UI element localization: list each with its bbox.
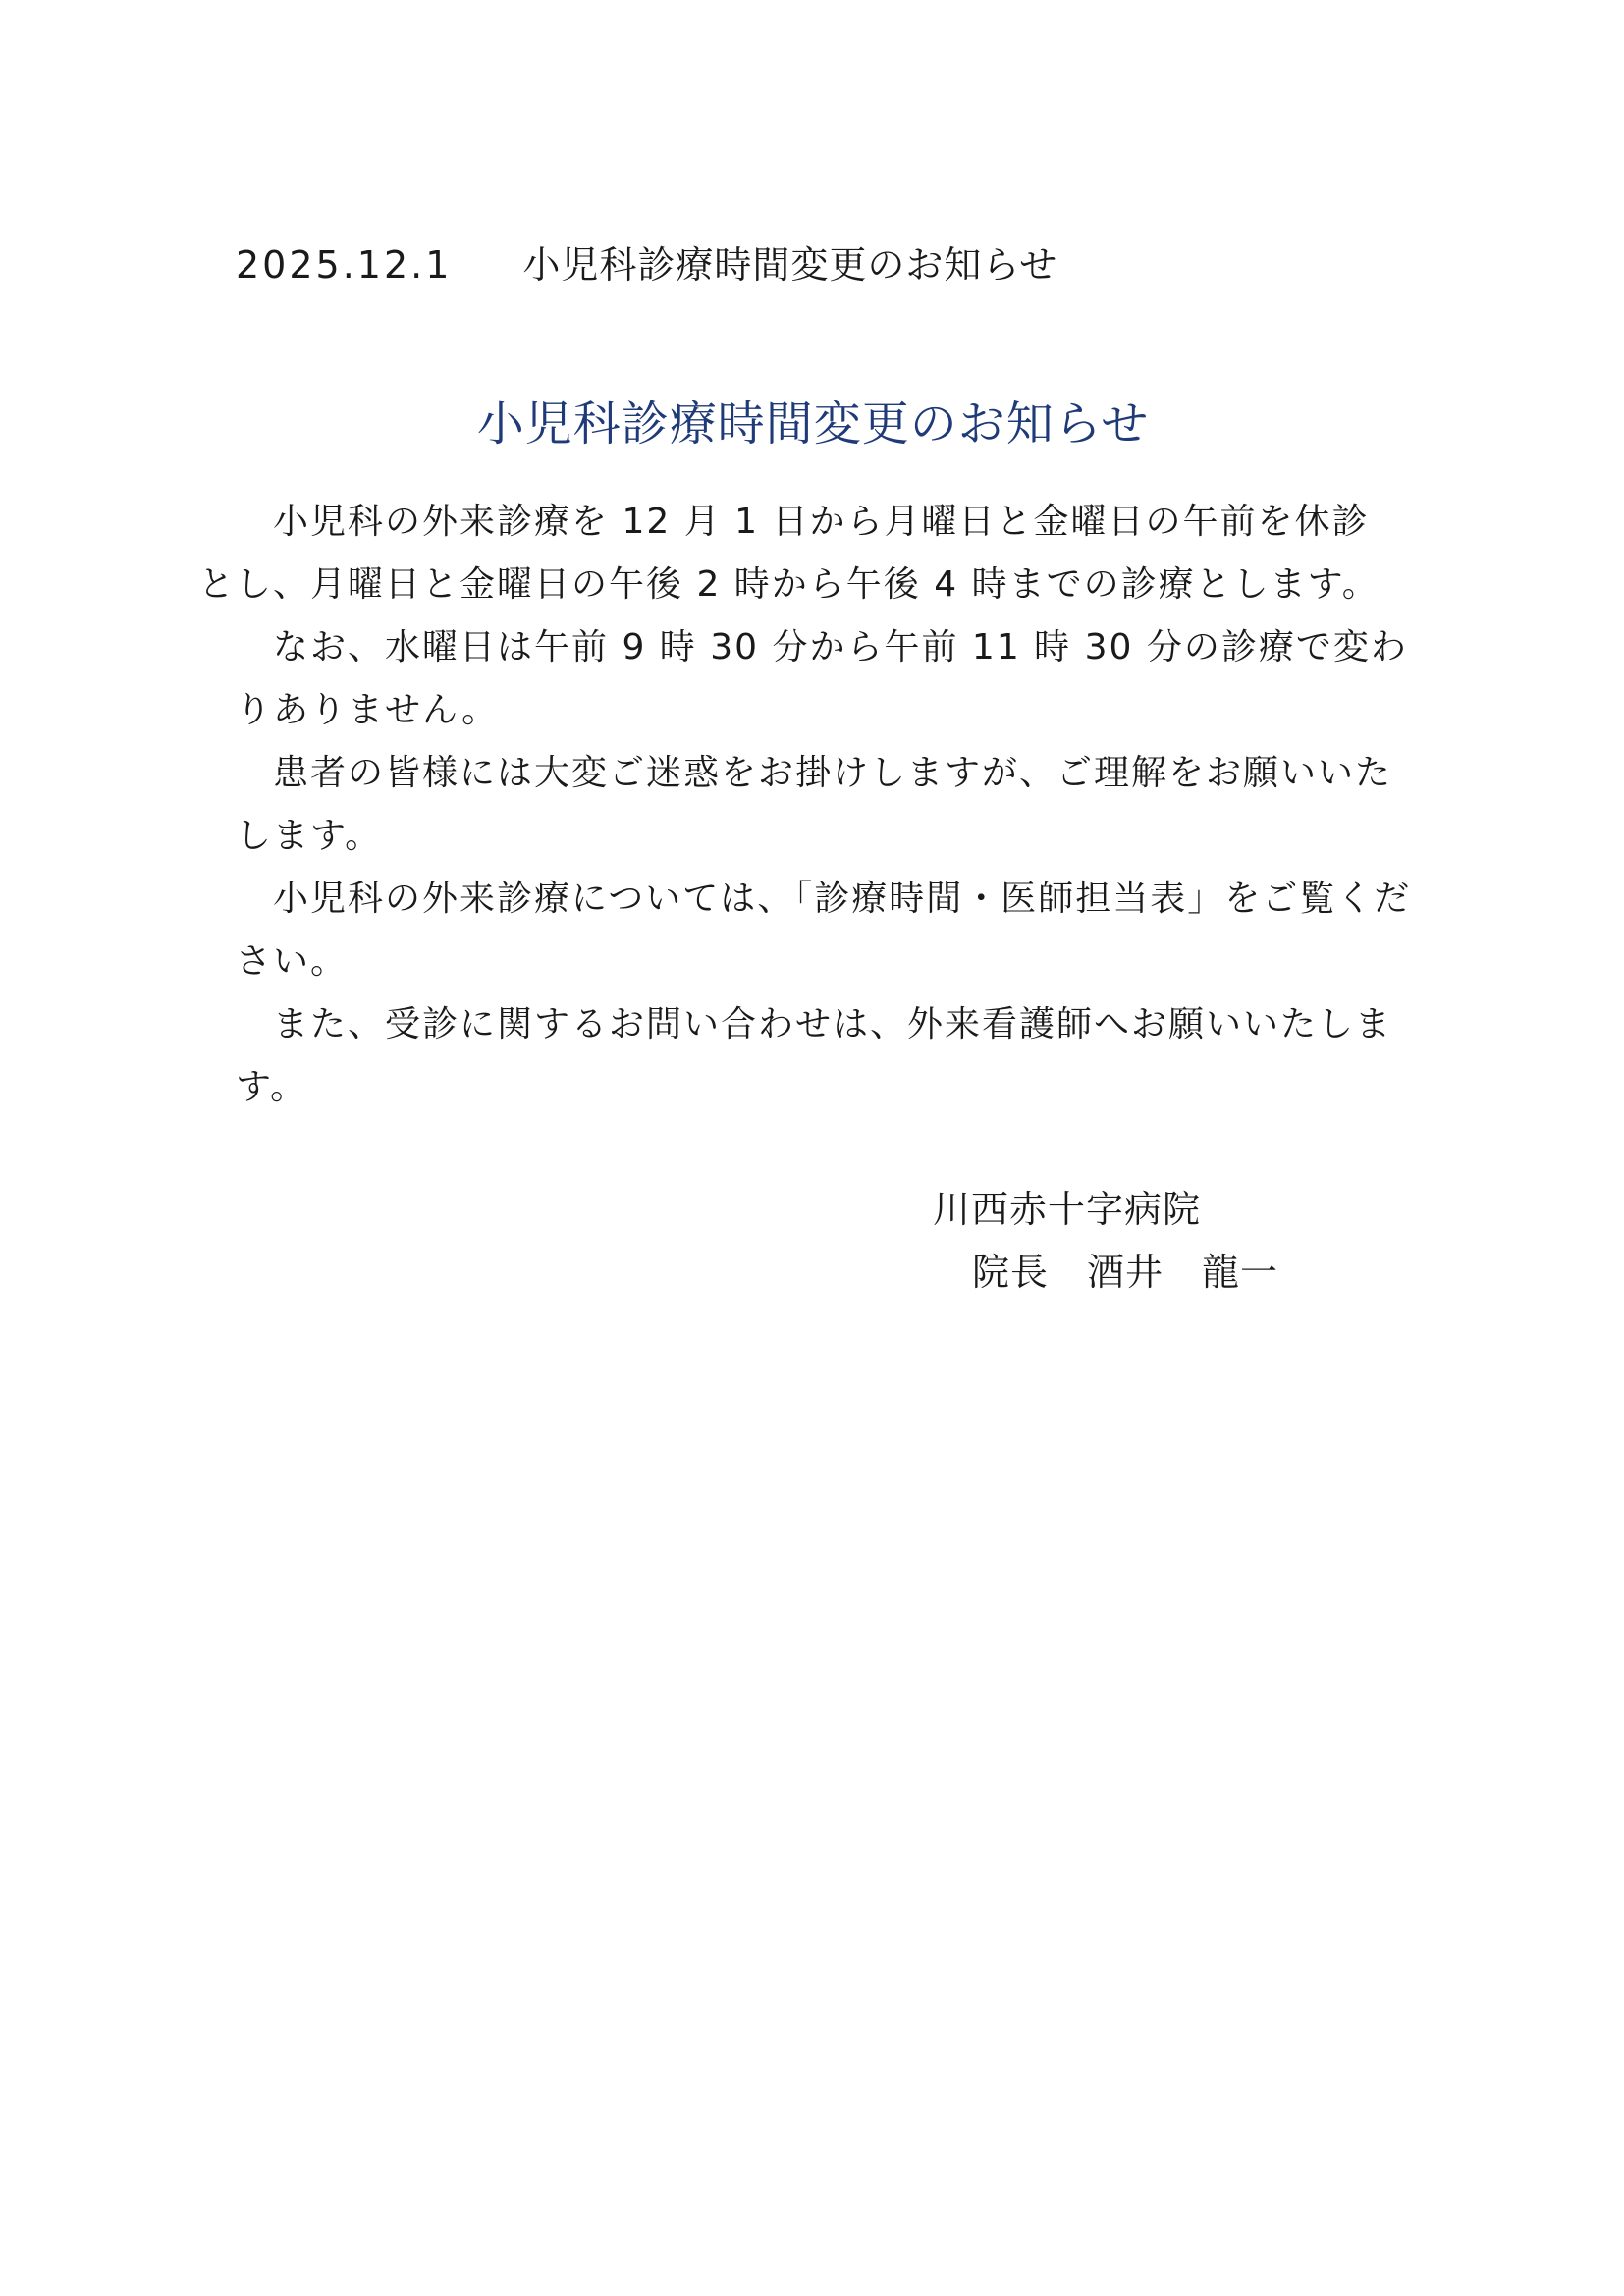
- paragraph-line: 小児科の外来診療を 12 月 1 日から月曜日と金曜日の午前を休診: [273, 502, 1370, 542]
- paragraph-line: とし、月曜日と金曜日の午後 2 時から午後 4 時までの診療とします。: [198, 564, 1380, 605]
- paragraph-wednesday: [236, 616, 1408, 742]
- paragraph-line: 小児科の外来診療については、「診療時間・医師担当表」をご覧くだ: [273, 879, 1412, 919]
- document-title: 小児科診療時間変更のお知らせ: [476, 397, 1150, 452]
- paragraph-line: なお、水曜日は午前 9 時 30 分から午前 11 時 30 分の診療で変わ: [273, 627, 1408, 667]
- paragraph-line: さい。: [236, 941, 349, 982]
- signature-person: 院長 酒井 龍一: [972, 1251, 1279, 1294]
- header-date: 2025.12.1: [236, 243, 453, 287]
- paragraph-line: す。: [236, 1067, 308, 1107]
- signature-block: [933, 1178, 1278, 1304]
- paragraph-line: 患者の皆様には大変ご迷惑をお掛けしますが、ご理解をお願いいた: [273, 753, 1393, 793]
- paragraph-schedule-table: [236, 868, 1412, 993]
- signature-organization: 川西赤十字病院: [933, 1188, 1202, 1231]
- header-subject: 小児科診療時間変更のお知らせ: [522, 243, 1058, 287]
- header-line: [236, 241, 1057, 289]
- paragraph-line: します。: [236, 816, 383, 856]
- paragraph-inquiries: [236, 993, 1404, 1119]
- body-text: [198, 491, 1412, 1119]
- paragraph-apology: [236, 742, 1404, 868]
- paragraph-line: りありません。: [236, 690, 500, 730]
- paragraph-line: また、受診に関するお問い合わせは、外来看護師へお願いいたしま: [273, 1004, 1393, 1044]
- paragraph-schedule-change: [198, 491, 1404, 616]
